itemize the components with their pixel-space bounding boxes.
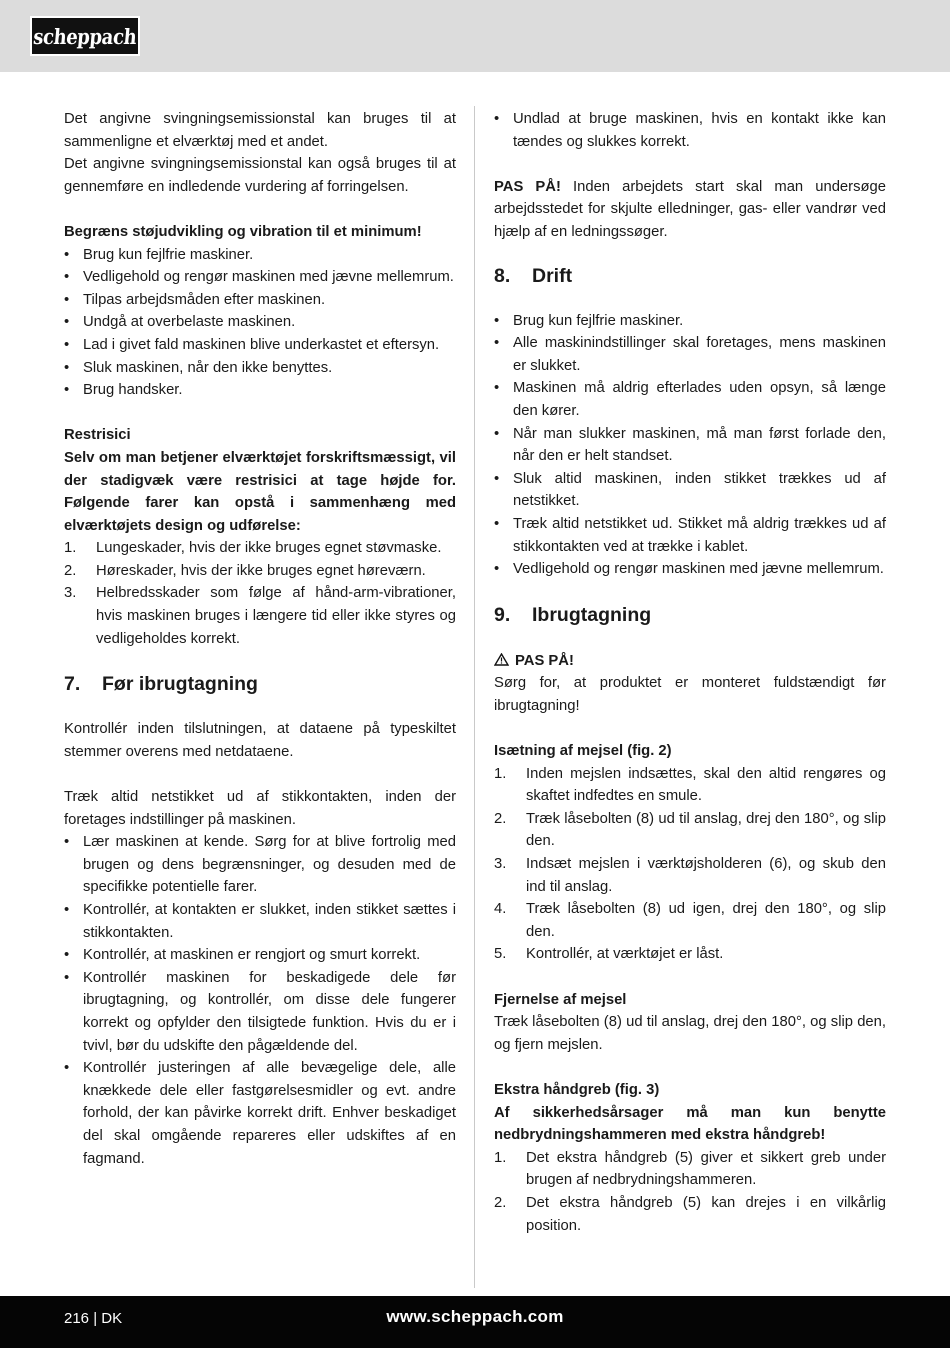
section-number: 8. bbox=[494, 264, 511, 287]
paragraph: Det angivne svingningsemissionstal kan også bruges til at gennemføre en indledende vurdering af forringelsen. bbox=[64, 156, 456, 195]
handle-heading: Ekstra håndgreb (fig. 3) bbox=[494, 1081, 660, 1098]
list-item bbox=[64, 537, 456, 560]
list-item: • Tilpas arbejdsmåden efter maskinen. bbox=[64, 289, 456, 312]
list-item bbox=[494, 763, 886, 808]
insert-heading: Isætning af mejsel (fig. 2) bbox=[494, 743, 672, 760]
item-text: Høreskader, hvis der ikke bruges egnet høreværn. bbox=[96, 562, 426, 579]
risk-text: Selv om man betjener elværktøjet forskriftsmæssigt, vil der stadigvæk være restrisici at tage højde for. Følgende farer kan opstå i sammenhæng med elværktøjets design og udførelse: bbox=[64, 449, 456, 534]
section-9-heading bbox=[494, 603, 886, 627]
noise-list bbox=[64, 244, 456, 402]
remove-heading: Fjernelse af mejsel bbox=[494, 991, 627, 1008]
section-number: 9. bbox=[494, 603, 511, 626]
website-url: www.scheppach.com bbox=[386, 1307, 564, 1326]
list-item: • Brug handsker. bbox=[64, 379, 456, 402]
list-item: • Kontrollér, at maskinen er rengjort og smurt korrekt. bbox=[64, 944, 456, 967]
paragraph: Træk altid netstikket ud af stikkontakten, inden der foretages indstillinger på maskinen. bbox=[64, 789, 456, 828]
list-item bbox=[64, 560, 456, 583]
paragraph: Kontrollér inden tilslutningen, at dataene på typeskiltet stemmer overens med netdataene. bbox=[64, 721, 456, 760]
list-item bbox=[494, 1147, 886, 1192]
warning-text: Sørg for, at produktet er monteret fuldstændigt før ibrugtagning! bbox=[494, 675, 886, 714]
list-item bbox=[494, 853, 886, 898]
item-number: 3. bbox=[494, 856, 507, 873]
caution-label: PAS PÅ! bbox=[494, 178, 561, 195]
list-item bbox=[64, 582, 456, 650]
list-item: • Vedligehold og rengør maskinen med jævne mellemrum. bbox=[64, 266, 456, 289]
item-text: Helbredsskader som følge af hånd-arm-vibrationer, hvis maskinen bruges i længere tid eller ikke styres og vedligeholdes korrekt. bbox=[96, 585, 456, 647]
section-title: Før ibrugtagning bbox=[102, 673, 258, 696]
list-item: • Sluk altid maskinen, inden stikket trækkes ud af netstikket. bbox=[494, 468, 886, 513]
list-item: • Træk altid netstikket ud. Stikket må aldrig trækkes ud af stikkontakten ved at trække i kablet. bbox=[494, 513, 886, 558]
section-title: Drift bbox=[532, 264, 573, 287]
list-item: • Kontrollér justeringen af alle bevægelige dele, alle knækkede dele eller fastgørelsesmidler og evt. andre forhold, der kan påvirke korrekt drift. Enhver beskadiget del skal omgående repareres eller udskiftes af en fagmand. bbox=[64, 1057, 456, 1170]
item-number: 2. bbox=[64, 562, 77, 579]
list-item bbox=[494, 943, 886, 966]
list-item: • Kontrollér, at kontakten er slukket, inden stikket sættes i stikkontakten. bbox=[64, 899, 456, 944]
brand-logo bbox=[30, 16, 140, 56]
warning-triangle-icon bbox=[494, 649, 509, 672]
item-text: Det ekstra håndgreb (5) giver et sikkert greb under brugen af nedbrydningshammeren. bbox=[526, 1149, 886, 1189]
item-text: Lungeskader, hvis der ikke bruges egnet støvmaske. bbox=[96, 540, 442, 557]
item-number: 1. bbox=[64, 540, 77, 557]
list-item: • Lad i givet fald maskinen blive underkastet et eftersyn. bbox=[64, 334, 456, 357]
column-divider bbox=[474, 106, 475, 1288]
item-text: Træk låsebolten (8) ud igen, drej den 180°, og slip den. bbox=[526, 901, 886, 940]
left-column bbox=[64, 108, 456, 1170]
list-item: • Kontrollér maskinen for beskadigede dele før ibrugtagning, og kontrollér, om disse dele fungerer korrekt og opfylder den tilsigtede funktion. Hvis du er i tvivl, bør du udskifte den pågældende del. bbox=[64, 967, 456, 1057]
caution-paragraph bbox=[494, 176, 886, 244]
list-item: • Undlad at bruge maskinen, hvis en kontakt ikke kan tændes og slukkes korrekt. bbox=[494, 108, 886, 153]
list-item bbox=[494, 808, 886, 853]
page-number: 216 | DK bbox=[64, 1310, 123, 1327]
section-title: Ibrugtagning bbox=[532, 603, 652, 626]
right-column bbox=[494, 108, 886, 1237]
list-item: • Vedligehold og rengør maskinen med jævne mellemrum. bbox=[494, 558, 886, 581]
handle-list bbox=[494, 1147, 886, 1237]
item-number: 2. bbox=[494, 1194, 507, 1211]
list-item: • Lær maskinen at kende. Sørg for at blive fortrolig med brugen og dens begrænsninger, og desuden med de specifikke potentielle farer. bbox=[64, 831, 456, 899]
logo-text: scheppach bbox=[32, 23, 138, 49]
risk-heading: Restrisici bbox=[64, 427, 131, 444]
list-item: • Alle maskinindstillinger skal foretages, mens maskinen er slukket. bbox=[494, 332, 886, 377]
section-7-list bbox=[64, 831, 456, 1170]
section-number: 7. bbox=[64, 673, 81, 696]
risk-list bbox=[64, 537, 456, 650]
remove-text: Træk låsebolten (8) ud til anslag, drej den 180°, og slip den, og fjern mejslen. bbox=[494, 1014, 886, 1053]
list-item: • Undgå at overbelaste maskinen. bbox=[64, 311, 456, 334]
item-number: 5. bbox=[494, 946, 507, 963]
list-item bbox=[494, 898, 886, 943]
noise-heading: Begræns støjudvikling og vibration til et minimum! bbox=[64, 223, 422, 240]
item-text: Det ekstra håndgreb (5) kan drejes i en vilkårlig position. bbox=[526, 1194, 886, 1234]
footer-bar bbox=[0, 1296, 950, 1348]
continued-list bbox=[494, 108, 886, 153]
item-text: Træk låsebolten (8) ud til anslag, drej den 180°, og slip den. bbox=[526, 810, 886, 850]
section-8-heading bbox=[494, 264, 886, 288]
list-item: • Maskinen må aldrig efterlades uden opsyn, så længe den kører. bbox=[494, 377, 886, 422]
item-text: Indsæt mejslen i værktøjsholderen (6), og skub den ind til anslag. bbox=[526, 856, 886, 895]
list-item: • Når man slukker maskinen, må man først forlade den, når den er helt standset. bbox=[494, 423, 886, 468]
insert-list bbox=[494, 763, 886, 966]
item-number: 4. bbox=[494, 901, 507, 918]
item-text: Kontrollér, at værktøjet er låst. bbox=[526, 946, 724, 963]
handle-warning: Af sikkerhedsårsager må man kun benytte nedbrydningshammeren med ekstra håndgreb! bbox=[494, 1104, 886, 1144]
list-item: • Sluk maskinen, når den ikke benyttes. bbox=[64, 357, 456, 380]
item-number: 3. bbox=[64, 585, 77, 602]
paragraph: Det angivne svingningsemissionstal kan bruges til at sammenligne et elværktøj med et andet. bbox=[64, 111, 456, 150]
section-7-heading bbox=[64, 672, 456, 696]
item-number: 2. bbox=[494, 810, 507, 827]
item-text: Inden mejslen indsættes, skal den altid rengøres og skaftet indfedtes en smule. bbox=[526, 765, 886, 805]
header-bar bbox=[0, 0, 950, 72]
item-number: 1. bbox=[494, 765, 507, 782]
warning-label: PAS PÅ! bbox=[515, 652, 574, 669]
warning-heading bbox=[494, 649, 886, 673]
list-item bbox=[494, 1192, 886, 1237]
list-item: • Brug kun fejlfrie maskiner. bbox=[64, 244, 456, 267]
section-8-list bbox=[494, 310, 886, 581]
item-number: 1. bbox=[494, 1149, 507, 1166]
list-item: • Brug kun fejlfrie maskiner. bbox=[494, 310, 886, 333]
caution-text: Inden arbejdets start skal man undersøge arbejdsstedet for skjulte elledninger, gas- eller vandrør ved hjælp af en ledningssøger. bbox=[494, 178, 886, 240]
